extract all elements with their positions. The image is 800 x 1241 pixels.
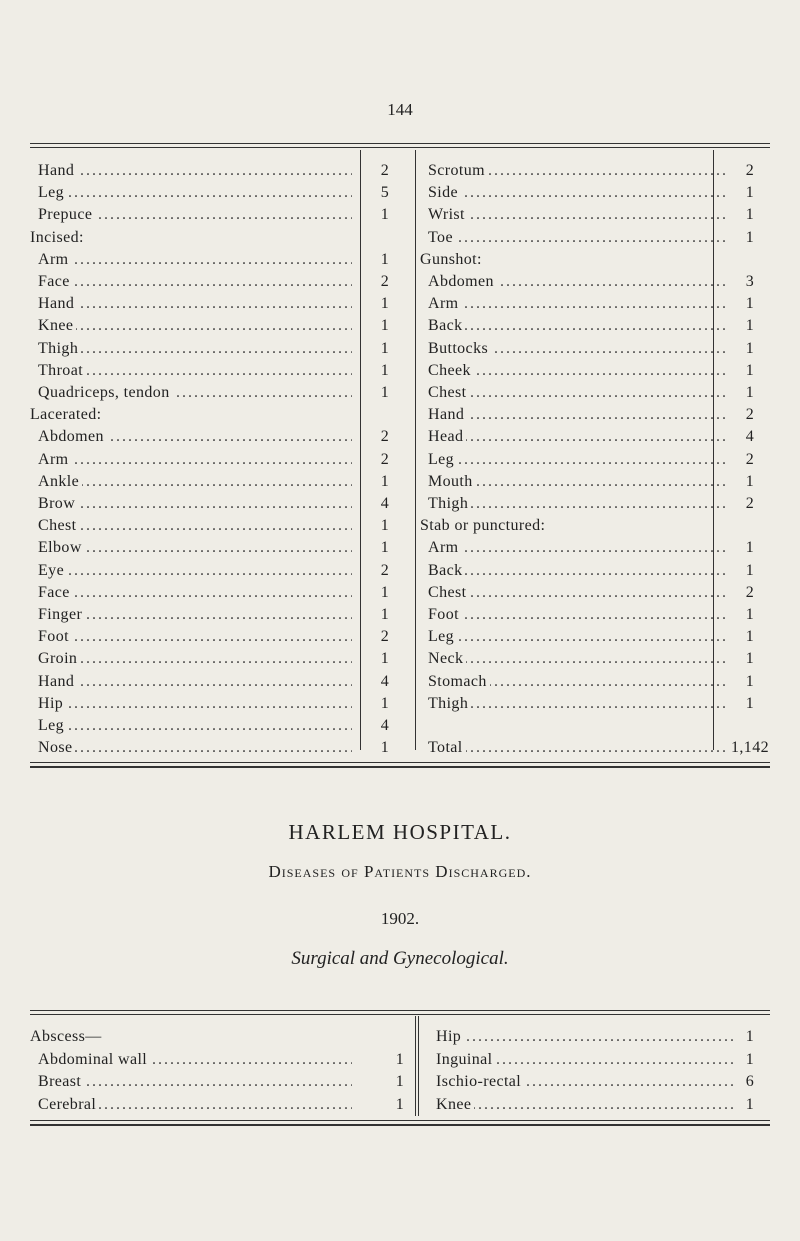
section-subtitle: Diseases of Patients Discharged. bbox=[268, 862, 532, 881]
table2-right-row bbox=[30, 1094, 770, 1116]
entry-value: 1 bbox=[380, 295, 390, 313]
entry-label bbox=[428, 426, 725, 448]
entry-label-text: Arm bbox=[428, 295, 462, 312]
table2-bottom-rule bbox=[30, 1120, 770, 1121]
entry-label bbox=[428, 360, 725, 382]
entry-value: 1 bbox=[745, 628, 755, 646]
entry-label-text: Thigh bbox=[428, 695, 471, 712]
entry-label-text: Quadriceps, tendon bbox=[38, 384, 173, 401]
column-divider bbox=[713, 150, 714, 750]
entry-label-text: Knee bbox=[436, 1096, 474, 1113]
table1-right-row bbox=[30, 582, 770, 604]
entry-label-text: Leg bbox=[428, 451, 457, 468]
entry-label-text: Foot bbox=[428, 606, 462, 623]
entry-label-text: Elbow bbox=[38, 539, 85, 556]
entry-label-text: Thigh bbox=[38, 340, 81, 357]
entry-value: 1 bbox=[380, 384, 390, 401]
entry-label bbox=[420, 515, 725, 537]
entry-label bbox=[428, 604, 725, 626]
entry-value: 1 bbox=[745, 361, 755, 379]
entry-value: 1 bbox=[380, 472, 390, 490]
table2-right-row bbox=[30, 1071, 770, 1093]
entry-label-text: Hip bbox=[436, 1028, 464, 1045]
entry-label-text: Chest bbox=[38, 517, 79, 534]
entry-value: 1 bbox=[745, 650, 755, 668]
entry-label-text: Groin bbox=[38, 650, 80, 667]
entry-label-text: Buttocks bbox=[428, 340, 491, 357]
entry-label-text: Abdomen bbox=[428, 273, 497, 290]
entry-label-text: Lacerated: bbox=[30, 406, 105, 423]
table1-right-row bbox=[30, 493, 770, 515]
column-divider bbox=[415, 150, 416, 750]
entry-label bbox=[436, 1094, 733, 1116]
entry-label-text: Stomach bbox=[428, 673, 490, 690]
table1-right-row bbox=[30, 604, 770, 626]
entry-value: 1 bbox=[380, 317, 390, 335]
entry-label-text: Stab or punctured: bbox=[420, 517, 548, 534]
entry-label-text: Hand bbox=[428, 406, 467, 423]
table1-right-row bbox=[30, 404, 770, 426]
entry-value: 2 bbox=[380, 428, 390, 446]
table1-bottom-rule-2 bbox=[30, 766, 770, 768]
entry-value: 1 bbox=[745, 1028, 755, 1045]
entry-label-text bbox=[428, 717, 431, 734]
entry-value: 1 bbox=[745, 1095, 755, 1113]
entry-label-text: Back bbox=[428, 317, 465, 334]
entry-value: 1 bbox=[745, 539, 755, 557]
entry-value: 1 bbox=[745, 295, 755, 313]
table1-right-row bbox=[30, 227, 770, 249]
entry-label-text: Leg bbox=[428, 628, 457, 645]
entry-label bbox=[428, 404, 725, 426]
entry-label bbox=[428, 293, 725, 315]
entry-value: 1 bbox=[745, 472, 755, 490]
entry-label bbox=[428, 271, 725, 293]
entry-value: 2 bbox=[745, 162, 755, 179]
table1-right-row bbox=[30, 471, 770, 493]
entry-label-text: Arm bbox=[38, 251, 72, 268]
entry-value: 1 bbox=[745, 672, 755, 690]
entry-label-text: Cerebral bbox=[38, 1096, 99, 1113]
entry-value: 1 bbox=[380, 739, 390, 757]
entry-label bbox=[428, 560, 725, 582]
entry-value: 1 bbox=[745, 339, 755, 357]
entry-label bbox=[428, 537, 725, 559]
entry-label bbox=[428, 471, 725, 493]
entry-label bbox=[436, 1026, 733, 1048]
column-divider bbox=[415, 1016, 416, 1116]
entry-label bbox=[428, 626, 725, 648]
entry-value: 1 bbox=[395, 1095, 405, 1113]
entry-label-text: Abdominal wall bbox=[38, 1051, 150, 1068]
entry-label-text: Scrotum bbox=[428, 162, 488, 179]
entry-label-text: Side bbox=[428, 184, 461, 201]
entry-label bbox=[428, 671, 725, 693]
table1-bottom-rule bbox=[30, 762, 770, 763]
entry-value: 1 bbox=[745, 206, 755, 224]
entry-label-text: Eye bbox=[38, 562, 67, 579]
entry-label-text: Total bbox=[428, 739, 466, 756]
entry-label-text: Finger bbox=[38, 606, 85, 623]
entry-value: 1 bbox=[745, 606, 755, 623]
entry-label-text: Mouth bbox=[428, 473, 476, 490]
entry-value: 1 bbox=[745, 561, 755, 579]
entry-label-text: Face bbox=[38, 273, 73, 290]
entry-value: 1 bbox=[745, 184, 755, 202]
entry-label-text: Hip bbox=[38, 695, 66, 712]
table1-right-row bbox=[30, 515, 770, 537]
table1-right-row bbox=[30, 182, 770, 204]
entry-label bbox=[428, 160, 725, 182]
table1-right-row bbox=[30, 360, 770, 382]
entry-value: 1 bbox=[745, 228, 755, 246]
entry-value: 2 bbox=[745, 583, 755, 601]
entry-label-text: Hand bbox=[38, 673, 77, 690]
entry-label-text: Throat bbox=[38, 362, 86, 379]
entry-value: 1 bbox=[380, 361, 390, 379]
entry-value: 1 bbox=[380, 606, 390, 623]
entry-label-text: Toe bbox=[428, 229, 456, 246]
entry-label-text: Thigh bbox=[428, 495, 471, 512]
entry-label-text: Nose bbox=[38, 739, 75, 756]
entry-label bbox=[436, 1071, 733, 1093]
table1-top-rule-2 bbox=[30, 147, 770, 148]
table1-right-row bbox=[30, 671, 770, 693]
section-heading: Surgical and Gynecological. bbox=[291, 948, 509, 969]
entry-label-text: Arm bbox=[38, 451, 72, 468]
table1-right-row bbox=[30, 271, 770, 293]
entry-value: 2 bbox=[745, 406, 755, 424]
entry-label-text: Head bbox=[428, 428, 466, 445]
column-divider bbox=[360, 150, 361, 750]
entry-value: 1 bbox=[745, 384, 755, 401]
entry-value: 1 bbox=[380, 650, 390, 668]
table1-right-row bbox=[30, 648, 770, 670]
table2-right-row bbox=[30, 1026, 770, 1048]
hospital-title: HARLEM HOSPITAL. bbox=[288, 820, 512, 844]
table2-bottom-rule-2 bbox=[30, 1124, 770, 1126]
entry-label bbox=[428, 449, 725, 471]
entry-label-text: Ankle bbox=[38, 473, 82, 490]
entry-value: 2 bbox=[380, 450, 390, 468]
entry-label-text: Leg bbox=[38, 184, 67, 201]
entry-value: 4 bbox=[380, 717, 390, 734]
entry-value: 1,142 bbox=[731, 739, 769, 757]
table1-right-row bbox=[30, 537, 770, 559]
entry-label-text: Abdomen bbox=[38, 428, 107, 445]
entry-value: 2 bbox=[380, 273, 390, 290]
table1-right-row bbox=[30, 449, 770, 471]
entry-value: 2 bbox=[380, 628, 390, 646]
table1-right-row bbox=[30, 426, 770, 448]
table1-right-row bbox=[30, 626, 770, 648]
table1-top-rule bbox=[30, 143, 770, 144]
entry-value: 3 bbox=[745, 273, 755, 290]
page-number: 144 bbox=[387, 100, 413, 119]
entry-label-text: Incised: bbox=[30, 229, 87, 246]
entry-label-text: Back bbox=[428, 562, 465, 579]
entry-value: 2 bbox=[745, 450, 755, 468]
entry-label bbox=[428, 715, 725, 737]
table1-right-row bbox=[30, 160, 770, 182]
table1-right-row bbox=[30, 737, 770, 759]
entry-label-text: Cheek bbox=[428, 362, 474, 379]
table1 bbox=[30, 160, 770, 760]
entry-label-text: Wrist bbox=[428, 206, 468, 223]
entry-value: 1 bbox=[745, 317, 755, 335]
entry-label bbox=[428, 204, 725, 226]
table1-right-row bbox=[30, 249, 770, 271]
entry-label bbox=[428, 227, 725, 249]
entry-label-text: Hand bbox=[38, 162, 77, 179]
entry-label bbox=[428, 382, 725, 404]
entry-label bbox=[428, 315, 725, 337]
entry-value: 2 bbox=[380, 561, 390, 579]
entry-label-text: Abscess— bbox=[30, 1028, 105, 1045]
entry-label-text: Face bbox=[38, 584, 73, 601]
table2-top-rule-2 bbox=[30, 1014, 770, 1015]
entry-label-text: Chest bbox=[428, 584, 469, 601]
entry-value: 1 bbox=[380, 694, 390, 712]
entry-label-text: Knee bbox=[38, 317, 76, 334]
entry-label-text: Prepuce bbox=[38, 206, 95, 223]
entry-label-text: Hand bbox=[38, 295, 77, 312]
entry-label-text: Ischio-rectal bbox=[436, 1073, 524, 1090]
entry-label bbox=[420, 249, 725, 271]
entry-label-text: Chest bbox=[428, 384, 469, 401]
entry-label-text: Breast bbox=[38, 1073, 84, 1090]
entry-value: 1 bbox=[745, 694, 755, 712]
entry-value: 1 bbox=[380, 339, 390, 357]
year: 1902. bbox=[380, 909, 420, 928]
table2-top-rule bbox=[30, 1010, 770, 1011]
column-divider bbox=[418, 1016, 419, 1116]
entry-value: 1 bbox=[380, 206, 390, 224]
entry-value: 4 bbox=[380, 495, 390, 512]
entry-label bbox=[428, 648, 725, 670]
entry-label bbox=[428, 737, 725, 759]
entry-label-text: Gunshot: bbox=[420, 251, 485, 268]
entry-value: 4 bbox=[380, 672, 390, 690]
entry-label bbox=[428, 182, 725, 204]
table1-right-row bbox=[30, 315, 770, 337]
table1-right-row bbox=[30, 715, 770, 737]
table1-right-row bbox=[30, 204, 770, 226]
entry-value: 1 bbox=[380, 583, 390, 601]
table1-right-row bbox=[30, 693, 770, 715]
entry-value: 6 bbox=[745, 1073, 755, 1090]
entry-value: 1 bbox=[395, 1073, 405, 1090]
entry-label bbox=[428, 338, 725, 360]
entry-value: 4 bbox=[745, 428, 755, 446]
entry-value: 1 bbox=[380, 539, 390, 557]
entry-value: 1 bbox=[745, 1050, 755, 1068]
entry-label-text: Foot bbox=[38, 628, 72, 645]
entry-label-text: Leg bbox=[38, 717, 67, 734]
entry-label bbox=[428, 693, 725, 715]
entry-label-text: Arm bbox=[428, 539, 462, 556]
table1-right-row bbox=[30, 338, 770, 360]
entry-label bbox=[428, 493, 725, 515]
entry-label-text: Inguinal bbox=[436, 1051, 496, 1068]
entry-label-text: Neck bbox=[428, 650, 466, 667]
entry-value: 5 bbox=[380, 184, 390, 202]
entry-value: 1 bbox=[395, 1050, 405, 1068]
table2 bbox=[30, 1026, 770, 1116]
table1-right-row bbox=[30, 560, 770, 582]
entry-value: 2 bbox=[745, 495, 755, 512]
entry-value: 1 bbox=[380, 250, 390, 268]
entry-value: 2 bbox=[380, 162, 390, 179]
entry-value: 1 bbox=[380, 517, 390, 535]
table1-right-row bbox=[30, 293, 770, 315]
entry-label bbox=[436, 1049, 733, 1071]
entry-label bbox=[428, 582, 725, 604]
entry-label-text: Brow bbox=[38, 495, 78, 512]
